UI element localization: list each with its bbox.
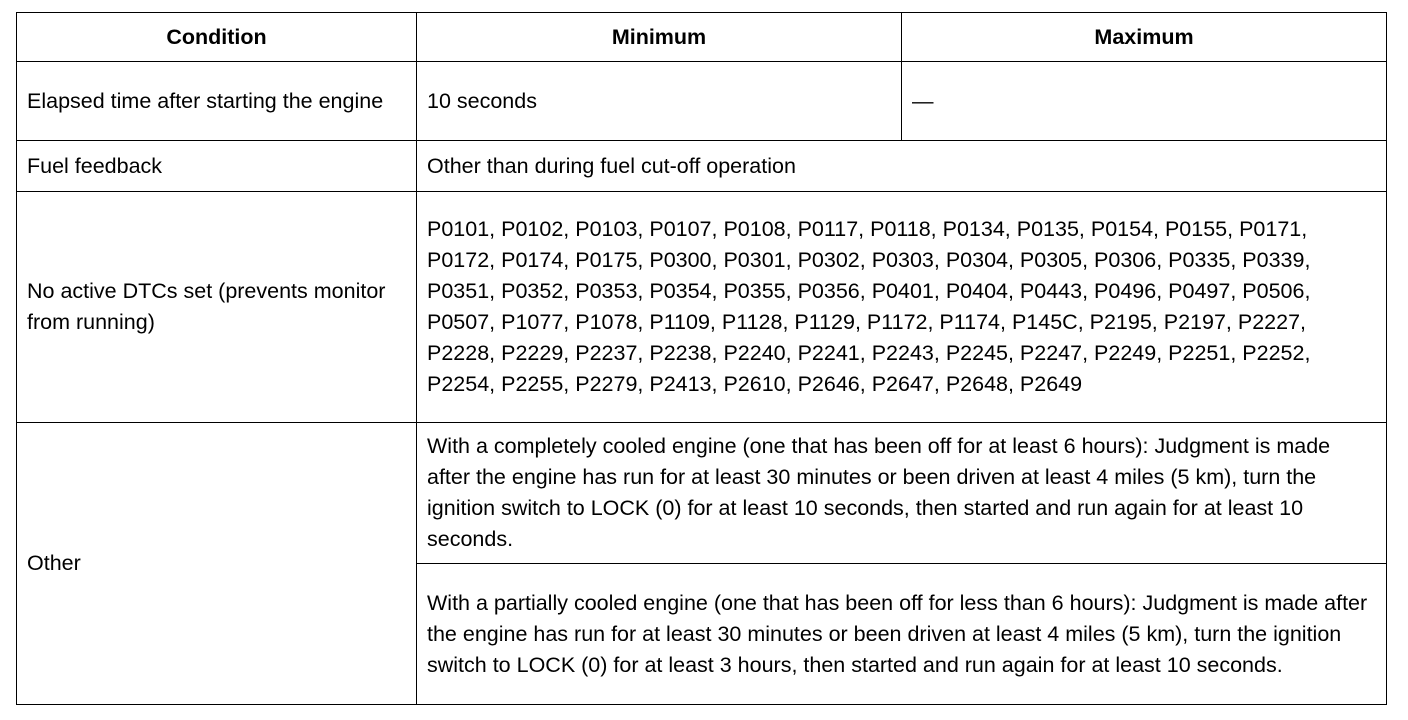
minimum-elapsed-time: 10 seconds xyxy=(417,62,902,141)
conditions-table xyxy=(16,12,1387,705)
table-row xyxy=(17,423,1387,564)
table-row xyxy=(17,192,1387,423)
table-row xyxy=(17,141,1387,192)
value-other-partially-cooled: With a partially cooled engine (one that has been off for less than 6 hours): Judgment is made after the engine has run for at least 30 minutes or been driven at least 4 miles (5 km), turn the ignition switch to LOCK (0) for at least 3 hours, then started and run again for at least 10 seconds. xyxy=(417,564,1387,705)
condition-other: Other xyxy=(17,423,417,705)
value-other-completely-cooled: With a completely cooled engine (one that has been off for at least 6 hours): Judgment is made after the engine has run for at least 30 minutes or been driven at least 4 miles (5 km), turn the ignition switch to LOCK (0) for at least 10 seconds, then started and run again for at least 10 seconds. xyxy=(417,423,1387,564)
header-condition: Condition xyxy=(17,13,417,62)
condition-no-active-dtcs: No active DTCs set (prevents monitor from running) xyxy=(17,192,417,423)
value-dtc-list: P0101, P0102, P0103, P0107, P0108, P0117, P0118, P0134, P0135, P0154, P0155, P0171, P0172, P0174, P0175, P0300, P0301, P0302, P0303, P0304, P0305, P0306, P0335, P0339, P0351, P0352, P0353, P0354, P0355, P0356, P0401, P0404, P0443, P0496, P0497, P0506, P0507, P1077, P1078, P1109, P1128, P1129, P1172, P1174, P145C, P2195, P2197, P2227, P2228, P2229, P2237, P2238, P2240, P2241, P2243, P2245, P2247, P2249, P2251, P2252, P2254, P2255, P2279, P2413, P2610, P2646, P2647, P2648, P2649 xyxy=(417,192,1387,423)
header-minimum: Minimum xyxy=(417,13,902,62)
header-maximum: Maximum xyxy=(902,13,1387,62)
condition-fuel-feedback: Fuel feedback xyxy=(17,141,417,192)
condition-elapsed-time: Elapsed time after starting the engine xyxy=(17,62,417,141)
header-row xyxy=(17,13,1387,62)
value-fuel-feedback: Other than during fuel cut-off operation xyxy=(417,141,1387,192)
maximum-elapsed-time: — xyxy=(902,62,1387,141)
table-row xyxy=(17,62,1387,141)
